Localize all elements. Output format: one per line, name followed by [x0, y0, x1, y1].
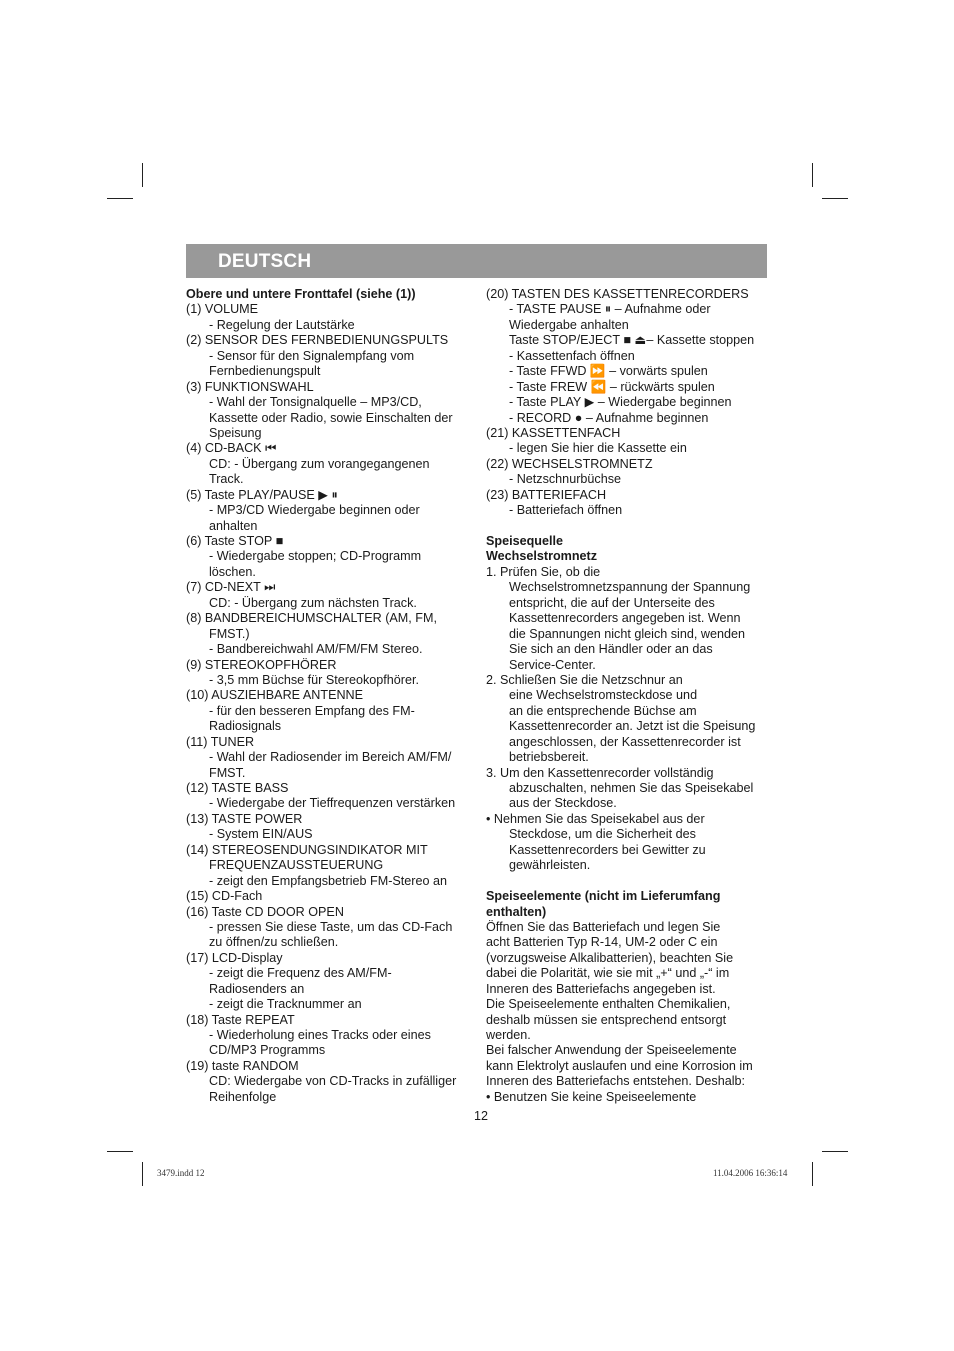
text-line: gewährleisten.	[509, 858, 591, 873]
text-line: - TASTE PAUSE ⏸ – Aufnahme oder	[509, 302, 711, 317]
text-line: Fernbedienungspult	[209, 364, 321, 379]
crop-mark	[107, 198, 133, 199]
crop-mark	[107, 1151, 133, 1152]
text-line: - Taste PLAY ▶ – Wiedergabe beginnen	[509, 395, 732, 410]
text-line: (5) Taste PLAY/PAUSE ▶ ⏸	[186, 487, 338, 502]
text-line: Wechselstromnetzspannung der Spannung	[509, 580, 751, 595]
text-line: Speisung	[209, 425, 262, 440]
text-line: (12) TASTE BASS	[186, 781, 289, 795]
language-header-bar	[186, 244, 767, 278]
text-line: anhalten	[209, 518, 258, 533]
file-slug: 3479.indd 12	[157, 1168, 205, 1178]
section-heading: Wechselstromnetz	[486, 549, 598, 564]
text-line: (13) TASTE POWER	[186, 811, 303, 826]
text-line: - Kassettenfach öffnen	[509, 348, 635, 363]
text-line: CD/MP3 Programms	[209, 1043, 326, 1058]
text-line: (23) BATTERIEFACH	[486, 487, 607, 502]
crop-mark	[142, 163, 143, 187]
section-heading: enthalten)	[486, 904, 547, 919]
text-line: (8) BANDBEREICHUMSCHALTER (AM, FM,	[186, 611, 437, 626]
text-line: (20) TASTEN DES KASSETTENRECORDERS	[486, 287, 749, 301]
text-line: eine Wechselstromsteckdose und	[509, 688, 698, 703]
text-line: Radiosenders an	[209, 981, 305, 996]
text-line: zu öffnen/zu schließen.	[209, 935, 339, 950]
text-line: • Nehmen Sie das Speisekabel aus der	[486, 811, 705, 826]
text-line: Inneren des Batteriefachs entstehen. Deshalb:	[486, 1074, 746, 1089]
left-line-list	[186, 302, 476, 1105]
text-line: - zeigt die Tracknummer an	[209, 997, 362, 1012]
spacer	[486, 874, 776, 889]
text-line: Radiosignals	[209, 719, 282, 734]
power-supply-line-list	[486, 565, 776, 874]
section-heading: Obere und untere Fronttafel (siehe (1))	[186, 287, 416, 301]
text-line: (15) CD-Fach	[186, 889, 263, 904]
text-line: 2. Schließen Sie die Netzschnur an	[486, 672, 683, 687]
text-line: Steckdose, um die Sicherheit des	[509, 827, 696, 842]
text-line: (vorzugsweise Alkalibatterien), beachten Sie	[486, 950, 734, 965]
page-number: 12	[474, 1109, 489, 1123]
battery-line-list	[486, 920, 776, 1105]
text-line: dabei die Polarität, wie sie mit „+“ und „-“ im	[486, 966, 730, 981]
text-line: Kassettenrecorder an. Jetzt ist die Speisung	[509, 719, 756, 734]
text-line: - RECORD ● – Aufnahme beginnen	[509, 410, 709, 425]
text-line: - Sensor für den Signalempfang vom	[209, 348, 415, 363]
text-line: Kassette oder Radio, sowie Einschalten der	[209, 410, 453, 425]
text-line: deshalb müssen sie entsprechend entsorgt	[486, 1012, 727, 1027]
text-line: an die entsprechende Büchse am	[509, 703, 697, 718]
text-line: Reihenfolge	[209, 1089, 277, 1104]
text-line: FMST.	[209, 765, 246, 780]
text-line: betriebsbereit.	[509, 750, 589, 765]
text-line: Kassettenrecorders angegeben ist. Wenn	[509, 611, 741, 626]
text-line: werden.	[486, 1028, 531, 1042]
text-line: (6) Taste STOP ■	[186, 534, 284, 548]
text-line: - Batteriefach öffnen	[509, 503, 623, 518]
text-line: • Benutzen Sie keine Speiseelemente	[486, 1089, 697, 1104]
text-line: Wiedergabe anhalten	[509, 317, 629, 332]
right-column	[486, 287, 776, 1105]
text-line: - MP3/CD Wiedergabe beginnen oder	[209, 503, 420, 518]
text-line: - Bandbereichwahl AM/FM/FM Stereo.	[209, 642, 423, 657]
text-line: - pressen Sie diese Taste, um das CD-Fach	[209, 919, 453, 934]
text-line: - Wiedergabe stoppen; CD-Programm	[209, 549, 422, 564]
crop-mark	[822, 198, 848, 199]
text-line: (11) TUNER	[186, 734, 255, 749]
text-line: Service-Center.	[509, 657, 596, 672]
text-line: - Wiedergabe der Tieffrequenzen verstärken	[209, 796, 456, 811]
text-line: (18) Taste REPEAT	[186, 1012, 295, 1027]
text-line: (1) VOLUME	[186, 302, 259, 317]
text-line: (7) CD-NEXT ⏭	[186, 580, 276, 595]
text-line: FREQUENZAUSSTEUERUNG	[209, 858, 384, 873]
text-line: (17) LCD-Display	[186, 950, 283, 965]
crop-mark	[812, 163, 813, 187]
text-line: - Taste FREW ⏪ – rückwärts spulen	[509, 379, 715, 394]
text-line: - Regelung der Lautstärke	[209, 317, 355, 332]
text-line: 1. Prüfen Sie, ob die	[486, 564, 601, 579]
text-line: - zeigt die Frequenz des AM/FM-	[209, 966, 392, 981]
text-line: (21) KASSETTENFACH	[486, 425, 621, 440]
text-line: (2) SENSOR DES FERNBEDIENUNGSPULTS	[186, 333, 449, 348]
right-line-list	[486, 287, 776, 519]
text-line: 3. Um den Kassettenrecorder vollständig	[486, 765, 714, 780]
text-line: (19) taste RANDOM	[186, 1058, 299, 1073]
text-line: Taste STOP/EJECT ■ ⏏– Kassette stoppen	[509, 333, 755, 348]
text-line: Öffnen Sie das Batteriefach und legen Sie	[486, 919, 721, 934]
text-line: löschen.	[209, 564, 256, 579]
text-line: - Taste FFWD ⏩ – vorwärts spulen	[509, 364, 708, 379]
page-title: DEUTSCH	[218, 251, 312, 272]
crop-mark	[812, 1162, 813, 1186]
text-line: (22) WECHSELSTROMNETZ	[486, 456, 653, 471]
text-line: (10) AUSZIEHBARE ANTENNE	[186, 688, 364, 703]
text-line: Die Speiseelemente enthalten Chemikalien,	[486, 997, 731, 1012]
text-line: Bei falscher Anwendung der Speiseelemente	[486, 1043, 737, 1058]
left-column	[186, 287, 476, 1105]
text-line: FMST.)	[209, 626, 250, 641]
text-line: kann Elektrolyt auslaufen und eine Korrosion im	[486, 1058, 753, 1073]
text-line: - zeigt den Empfangsbetrieb FM-Stereo an	[209, 873, 448, 888]
crop-mark	[142, 1162, 143, 1186]
text-line: aus der Steckdose.	[509, 796, 617, 811]
crop-mark	[822, 1151, 848, 1152]
text-line: (14) STEREOSENDUNGSINDIKATOR MIT	[186, 842, 428, 857]
section-heading: Speisequelle	[486, 534, 563, 548]
text-line: Track.	[209, 472, 244, 487]
text-line: (3) FUNKTIONSWAHL	[186, 379, 314, 394]
text-line: - Wiederholung eines Tracks oder eines	[209, 1028, 431, 1042]
text-line: die Spannungen nicht gleich sind, wenden	[509, 626, 745, 641]
text-line: Inneren des Batteriefachs angegeben ist.	[486, 981, 716, 996]
text-line: - Wahl der Radiosender im Bereich AM/FM/	[209, 750, 452, 765]
text-line: - für den besseren Empfang des FM-	[209, 703, 415, 718]
text-line: angeschlossen, der Kassettenrecorder ist	[509, 734, 741, 749]
text-line: entspricht, die auf der Unterseite des	[509, 595, 715, 610]
text-line: (9) STEREOKOPFHÖRER	[186, 657, 337, 672]
spacer	[486, 519, 776, 534]
text-line: abzuschalten, nehmen Sie das Speisekabel	[509, 781, 754, 795]
text-line: - Wahl der Tonsignalquelle – MP3/CD,	[209, 395, 422, 410]
text-line: - System EIN/AUS	[209, 827, 313, 842]
text-line: (16) Taste CD DOOR OPEN	[186, 904, 344, 919]
text-line: - 3,5 mm Büchse für Stereokopfhörer.	[209, 672, 419, 687]
text-line: (4) CD-BACK ⏮	[186, 441, 277, 456]
text-line: - legen Sie hier die Kassette ein	[509, 441, 687, 456]
text-line: acht Batterien Typ R-14, UM-2 oder C ein	[486, 935, 718, 950]
text-line: Kassettenrecorders bei Gewitter zu	[509, 842, 706, 857]
text-line: - Netzschnurbüchse	[509, 472, 621, 487]
text-line: CD: - Übergang zum nächsten Track.	[209, 595, 417, 610]
text-line: Sie sich an den Händler oder an das	[509, 642, 713, 657]
text-line: CD: - Übergang zum vorangegangenen	[209, 456, 430, 471]
section-heading: Speiseelemente (nicht im Lieferumfang	[486, 889, 721, 904]
text-line: CD: Wiedergabe von CD-Tracks in zufälliger	[209, 1074, 457, 1089]
date-slug: 11.04.2006 16:36:14	[713, 1168, 788, 1178]
